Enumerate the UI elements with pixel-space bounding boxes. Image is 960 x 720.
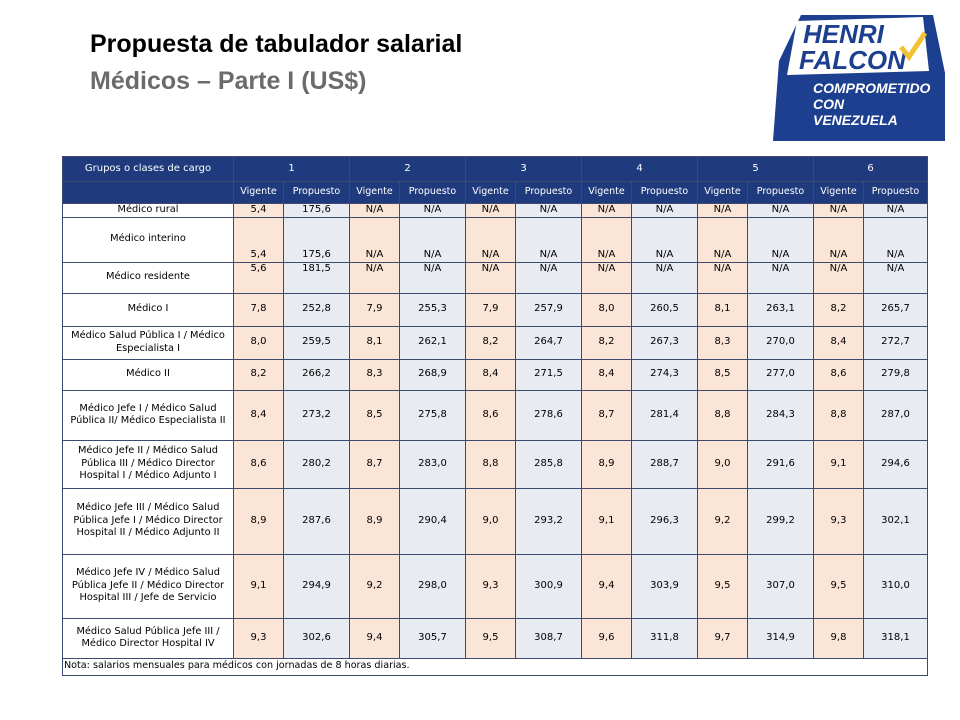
vigente-cell: N/A	[814, 204, 864, 218]
vigente-cell: 8,2	[466, 326, 516, 359]
propuesto-cell: 280,2	[284, 440, 350, 488]
sub-header-propuesto: Propuesto	[864, 182, 928, 204]
propuesto-cell: N/A	[632, 217, 698, 262]
propuesto-cell: 303,9	[632, 554, 698, 618]
propuesto-cell: 181,5	[284, 262, 350, 293]
vigente-cell: 8,8	[698, 390, 748, 440]
vigente-cell: 9,0	[466, 488, 516, 554]
vigente-cell: 8,1	[350, 326, 400, 359]
vigente-cell: 9,3	[234, 618, 284, 658]
table-row	[63, 217, 928, 262]
salary-table	[62, 156, 928, 676]
vigente-cell: N/A	[350, 204, 400, 218]
vigente-cell: 9,2	[350, 554, 400, 618]
propuesto-cell: N/A	[400, 217, 466, 262]
propuesto-cell: N/A	[400, 204, 466, 218]
vigente-cell: 9,5	[466, 618, 516, 658]
propuesto-cell: 299,2	[748, 488, 814, 554]
propuesto-cell: 294,9	[284, 554, 350, 618]
sub-header-blank	[63, 182, 234, 204]
propuesto-cell: 257,9	[516, 293, 582, 326]
propuesto-cell: 298,0	[400, 554, 466, 618]
sub-header-propuesto: Propuesto	[632, 182, 698, 204]
vigente-cell: 8,9	[350, 488, 400, 554]
table-row	[63, 326, 928, 359]
vigente-cell: 8,1	[698, 293, 748, 326]
vigente-cell: 8,0	[582, 293, 632, 326]
vigente-cell: 8,5	[698, 359, 748, 390]
row-label: Médico rural	[63, 204, 234, 218]
table-row	[63, 390, 928, 440]
vigente-cell: N/A	[582, 204, 632, 218]
vigente-cell: 9,1	[814, 440, 864, 488]
propuesto-cell: 287,6	[284, 488, 350, 554]
table-row	[63, 554, 928, 618]
propuesto-cell: 311,8	[632, 618, 698, 658]
propuesto-cell: 285,8	[516, 440, 582, 488]
propuesto-cell: 277,0	[748, 359, 814, 390]
vigente-cell: 9,5	[698, 554, 748, 618]
group-header: 5	[698, 157, 814, 182]
vigente-cell: 8,9	[582, 440, 632, 488]
vigente-cell: 9,8	[814, 618, 864, 658]
vigente-cell: N/A	[814, 262, 864, 293]
propuesto-cell: N/A	[632, 204, 698, 218]
vigente-cell: 8,4	[814, 326, 864, 359]
propuesto-cell: 268,9	[400, 359, 466, 390]
vigente-cell: N/A	[698, 217, 748, 262]
propuesto-cell: 284,3	[748, 390, 814, 440]
propuesto-cell: 314,9	[748, 618, 814, 658]
sub-header-vigente: Vigente	[814, 182, 864, 204]
vigente-cell: 7,8	[234, 293, 284, 326]
vigente-cell: N/A	[582, 262, 632, 293]
row-label: Médico Jefe I / Médico Salud Pública II/ Médico Especialista II	[63, 390, 234, 440]
slide-subtitle: Médicos – Parte I (US$)	[90, 67, 367, 95]
propuesto-cell: N/A	[516, 204, 582, 218]
vigente-cell: N/A	[466, 217, 516, 262]
vigente-cell: 9,4	[350, 618, 400, 658]
propuesto-cell: N/A	[748, 204, 814, 218]
propuesto-cell: 275,8	[400, 390, 466, 440]
propuesto-cell: N/A	[864, 217, 928, 262]
vigente-cell: 8,5	[350, 390, 400, 440]
propuesto-cell: N/A	[400, 262, 466, 293]
vigente-cell: 8,2	[234, 359, 284, 390]
table-row	[63, 262, 928, 293]
vigente-cell: 9,3	[466, 554, 516, 618]
sub-header-vigente: Vigente	[698, 182, 748, 204]
logo-line5: VENEZUELA	[813, 112, 898, 128]
vigente-cell: 8,9	[234, 488, 284, 554]
vigente-cell: 8,7	[350, 440, 400, 488]
vigente-cell: N/A	[350, 217, 400, 262]
vigente-cell: 8,3	[350, 359, 400, 390]
propuesto-cell: 293,2	[516, 488, 582, 554]
vigente-cell: N/A	[698, 262, 748, 293]
propuesto-cell: 318,1	[864, 618, 928, 658]
sub-header-propuesto: Propuesto	[748, 182, 814, 204]
vigente-cell: 7,9	[350, 293, 400, 326]
vigente-cell: N/A	[466, 262, 516, 293]
vigente-cell: N/A	[814, 217, 864, 262]
propuesto-cell: N/A	[516, 262, 582, 293]
propuesto-cell: 302,6	[284, 618, 350, 658]
vigente-cell: 8,0	[234, 326, 284, 359]
vigente-cell: 8,4	[582, 359, 632, 390]
vigente-cell: 8,7	[582, 390, 632, 440]
propuesto-cell: N/A	[748, 217, 814, 262]
propuesto-cell: N/A	[864, 204, 928, 218]
propuesto-cell: 266,2	[284, 359, 350, 390]
sub-header-vigente: Vigente	[582, 182, 632, 204]
vigente-cell: 8,8	[466, 440, 516, 488]
row-label: Médico Jefe II / Médico Salud Pública III / Médico Director Hospital I / Médico Adjunto I	[63, 440, 234, 488]
propuesto-cell: 278,6	[516, 390, 582, 440]
vigente-cell: 9,6	[582, 618, 632, 658]
sub-header-vigente: Vigente	[234, 182, 284, 204]
vigente-cell: 8,8	[814, 390, 864, 440]
group-header: 3	[466, 157, 582, 182]
group-header-label: Grupos o clases de cargo	[63, 157, 234, 182]
vigente-cell: 8,6	[814, 359, 864, 390]
vigente-cell: N/A	[582, 217, 632, 262]
sub-header-row	[63, 182, 928, 204]
table-row	[63, 359, 928, 390]
campaign-logo	[773, 13, 945, 141]
vigente-cell: 7,9	[466, 293, 516, 326]
group-header-row	[63, 157, 928, 182]
propuesto-cell: 291,6	[748, 440, 814, 488]
propuesto-cell: 262,1	[400, 326, 466, 359]
row-label: Médico Salud Pública Jefe III / Médico Director Hospital IV	[63, 618, 234, 658]
sub-header-vigente: Vigente	[350, 182, 400, 204]
table-row	[63, 488, 928, 554]
table-row	[63, 618, 928, 658]
propuesto-cell: 252,8	[284, 293, 350, 326]
propuesto-cell: N/A	[632, 262, 698, 293]
table-note: Nota: salarios mensuales para médicos con jornadas de 8 horas diarias.	[63, 658, 928, 675]
propuesto-cell: 270,0	[748, 326, 814, 359]
table-row	[63, 293, 928, 326]
row-label: Médico Jefe III / Médico Salud Pública Jefe I / Médico Director Hospital II / Médico Adjunto II	[63, 488, 234, 554]
sub-header-propuesto: Propuesto	[516, 182, 582, 204]
propuesto-cell: 265,7	[864, 293, 928, 326]
propuesto-cell: 310,0	[864, 554, 928, 618]
sub-header-propuesto: Propuesto	[284, 182, 350, 204]
propuesto-cell: N/A	[748, 262, 814, 293]
propuesto-cell: 175,6	[284, 217, 350, 262]
vigente-cell: 9,1	[234, 554, 284, 618]
group-header: 1	[234, 157, 350, 182]
sub-header-propuesto: Propuesto	[400, 182, 466, 204]
propuesto-cell: 175,6	[284, 204, 350, 218]
row-label: Médico Jefe IV / Médico Salud Pública Jefe II / Médico Director Hospital III / Jefe de Servicio	[63, 554, 234, 618]
group-header: 4	[582, 157, 698, 182]
vigente-cell: 8,4	[466, 359, 516, 390]
row-label: Médico Salud Pública I / Médico Especialista I	[63, 326, 234, 359]
propuesto-cell: 267,3	[632, 326, 698, 359]
group-header: 2	[350, 157, 466, 182]
logo-line3: COMPROMETIDO	[813, 80, 931, 96]
propuesto-cell: 283,0	[400, 440, 466, 488]
table-row	[63, 440, 928, 488]
vigente-cell: N/A	[350, 262, 400, 293]
propuesto-cell: N/A	[864, 262, 928, 293]
vigente-cell: 9,3	[814, 488, 864, 554]
propuesto-cell: 271,5	[516, 359, 582, 390]
propuesto-cell: 302,1	[864, 488, 928, 554]
vigente-cell: 9,4	[582, 554, 632, 618]
propuesto-cell: 259,5	[284, 326, 350, 359]
vigente-cell: 9,2	[698, 488, 748, 554]
vigente-cell: 8,6	[234, 440, 284, 488]
vigente-cell: 5,4	[234, 217, 284, 262]
propuesto-cell: 305,7	[400, 618, 466, 658]
row-label: Médico interino	[63, 217, 234, 262]
vigente-cell: 9,5	[814, 554, 864, 618]
vigente-cell: 8,2	[582, 326, 632, 359]
vigente-cell: 5,4	[234, 204, 284, 218]
propuesto-cell: 287,0	[864, 390, 928, 440]
propuesto-cell: 296,3	[632, 488, 698, 554]
propuesto-cell: 290,4	[400, 488, 466, 554]
propuesto-cell: 279,8	[864, 359, 928, 390]
propuesto-cell: 263,1	[748, 293, 814, 326]
propuesto-cell: 308,7	[516, 618, 582, 658]
propuesto-cell: N/A	[516, 217, 582, 262]
group-header: 6	[814, 157, 928, 182]
propuesto-cell: 260,5	[632, 293, 698, 326]
vigente-cell: 8,2	[814, 293, 864, 326]
logo-line4: CON	[813, 96, 845, 112]
row-label: Médico I	[63, 293, 234, 326]
vigente-cell: 8,3	[698, 326, 748, 359]
sub-header-vigente: Vigente	[466, 182, 516, 204]
vigente-cell: N/A	[466, 204, 516, 218]
slide-title: Propuesta de tabulador salarial	[90, 30, 463, 58]
note-row	[63, 658, 928, 675]
logo-line1: HENRI	[803, 19, 884, 49]
propuesto-cell: 307,0	[748, 554, 814, 618]
propuesto-cell: 281,4	[632, 390, 698, 440]
vigente-cell: 8,4	[234, 390, 284, 440]
row-label: Médico residente	[63, 262, 234, 293]
propuesto-cell: 272,7	[864, 326, 928, 359]
propuesto-cell: 264,7	[516, 326, 582, 359]
propuesto-cell: 288,7	[632, 440, 698, 488]
logo-line2: FALCON	[799, 45, 906, 75]
propuesto-cell: 294,6	[864, 440, 928, 488]
table-row	[63, 204, 928, 218]
vigente-cell: 9,1	[582, 488, 632, 554]
vigente-cell: 9,7	[698, 618, 748, 658]
vigente-cell: 9,0	[698, 440, 748, 488]
vigente-cell: 5,6	[234, 262, 284, 293]
row-label: Médico II	[63, 359, 234, 390]
vigente-cell: N/A	[698, 204, 748, 218]
propuesto-cell: 273,2	[284, 390, 350, 440]
propuesto-cell: 255,3	[400, 293, 466, 326]
propuesto-cell: 274,3	[632, 359, 698, 390]
vigente-cell: 8,6	[466, 390, 516, 440]
propuesto-cell: 300,9	[516, 554, 582, 618]
